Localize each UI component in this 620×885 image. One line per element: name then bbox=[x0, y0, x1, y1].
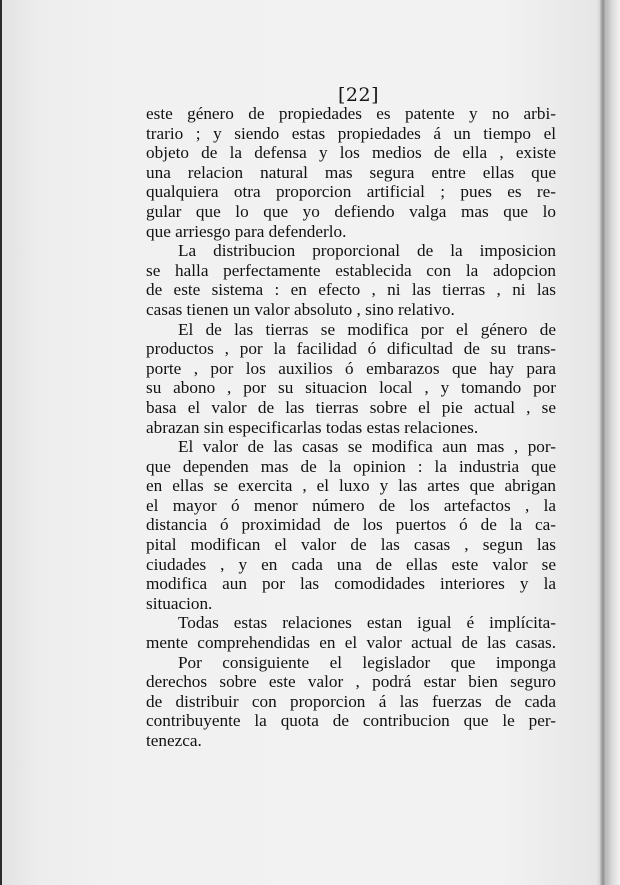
paragraph bbox=[146, 241, 556, 319]
page-body-text bbox=[146, 104, 556, 751]
text-line: productos , por la facilidad ó dificultad de su trans- bbox=[146, 339, 556, 359]
text-line: que arriesgo para defenderlo. bbox=[146, 221, 347, 241]
text-line: de distribuir con proporcion á las fuerzas de cada bbox=[146, 691, 556, 711]
text-line: Por consiguiente el legislador que imponga bbox=[178, 652, 556, 672]
text-line: qualquiera otra proporcion artificial ; pues es re- bbox=[146, 182, 556, 202]
text-line: basa el valor de las tierras sobre el pie actual , se bbox=[146, 397, 556, 417]
text-line: su abono , por su situacion local , y tomando por bbox=[146, 378, 556, 398]
text-line: El de las tierras se modifica por el género de bbox=[178, 319, 556, 339]
text-line: Todas estas relaciones estan igual é implícita- bbox=[178, 613, 556, 633]
paragraph bbox=[146, 653, 556, 751]
text-line: contribuyente la quota de contribucion que le per- bbox=[146, 711, 556, 731]
text-line: El valor de las casas se modifica aun mas , por- bbox=[178, 437, 556, 457]
text-line: distancia ó proximidad de los puertos ó de la ca- bbox=[146, 515, 556, 535]
text-line: abrazan sin especificarlas todas estas relaciones. bbox=[146, 417, 479, 437]
text-line: objeto de la defensa y los medios de ella , existe bbox=[146, 143, 556, 163]
text-line: La distribucion proporcional de la imposicion bbox=[178, 241, 556, 261]
text-line: modifica aun por las comodidades interiores y la bbox=[146, 574, 556, 594]
text-line: trario ; y siendo estas propiedades á un tiempo el bbox=[146, 123, 556, 143]
text-line: este género de propiedades es patente y no arbi- bbox=[146, 104, 556, 123]
text-line: pital modifican el valor de las casas , segun las bbox=[146, 535, 556, 555]
text-line: de este sistema : en efecto , ni las tierras , ni las bbox=[146, 280, 556, 300]
text-line: que dependen mas de la opinion : la industria que bbox=[146, 456, 556, 476]
text-line: el mayor ó menor número de los artefactos , la bbox=[146, 495, 556, 515]
text-line: ciudades , y en cada una de ellas este valor se bbox=[146, 554, 556, 574]
paragraph bbox=[146, 613, 556, 652]
text-line: tenezca. bbox=[146, 731, 202, 750]
left-binding-edge bbox=[0, 0, 2, 885]
text-line: casas tienen un valor absoluto , sino relativo. bbox=[146, 299, 455, 319]
text-line: una relacion natural mas segura entre ellas que bbox=[146, 162, 556, 182]
page-number: [22] bbox=[338, 84, 380, 106]
text-line: se halla perfectamente establecida con la adopcion bbox=[146, 260, 556, 280]
paragraph bbox=[146, 104, 556, 241]
paragraph bbox=[146, 320, 556, 438]
text-line: situacion. bbox=[146, 593, 213, 613]
text-line: porte , por los auxilios ó embarazos que hay para bbox=[146, 358, 556, 378]
text-line: mente comprehendidas en el valor actual de las casas. bbox=[146, 633, 556, 653]
text-line: gular que lo que yo defiendo valga mas que lo bbox=[146, 201, 556, 221]
right-page-fold bbox=[600, 0, 606, 885]
text-line: derechos sobre este valor , podrá estar bien seguro bbox=[146, 672, 556, 692]
text-line: en ellas se exercita , el luxo y las artes que abrigan bbox=[146, 476, 556, 496]
paragraph bbox=[146, 437, 556, 613]
